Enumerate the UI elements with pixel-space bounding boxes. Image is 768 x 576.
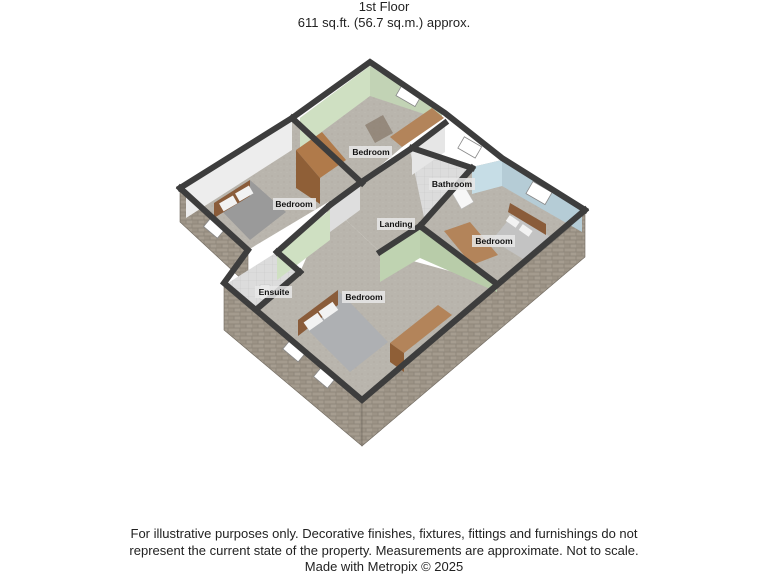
floor-title: 1st Floor xyxy=(358,0,410,14)
room-label-bedroom-main: Bedroom xyxy=(345,292,383,302)
disclaimer-line-2: represent the current state of the property. Measurements are approximate. Not to scale. xyxy=(129,542,639,558)
disclaimer-line-1: For illustrative purposes only. Decorative finishes, fixtures, fittings and furnishings do not xyxy=(130,526,638,541)
floor-area: 611 sq.ft. (56.7 sq.m.) approx. xyxy=(297,15,471,30)
room-label-bathroom: Bathroom xyxy=(431,179,473,189)
room-label-bedroom-top: Bedroom xyxy=(352,147,390,157)
room-label-bedroom-right: Bedroom xyxy=(475,236,513,246)
room-label-landing: Landing xyxy=(379,219,413,229)
room-label-ensuite: Ensuite xyxy=(258,287,290,297)
room-label-bedroom-left: Bedroom xyxy=(275,199,313,209)
credit-line: Made with Metropix © 2025 xyxy=(304,559,464,574)
